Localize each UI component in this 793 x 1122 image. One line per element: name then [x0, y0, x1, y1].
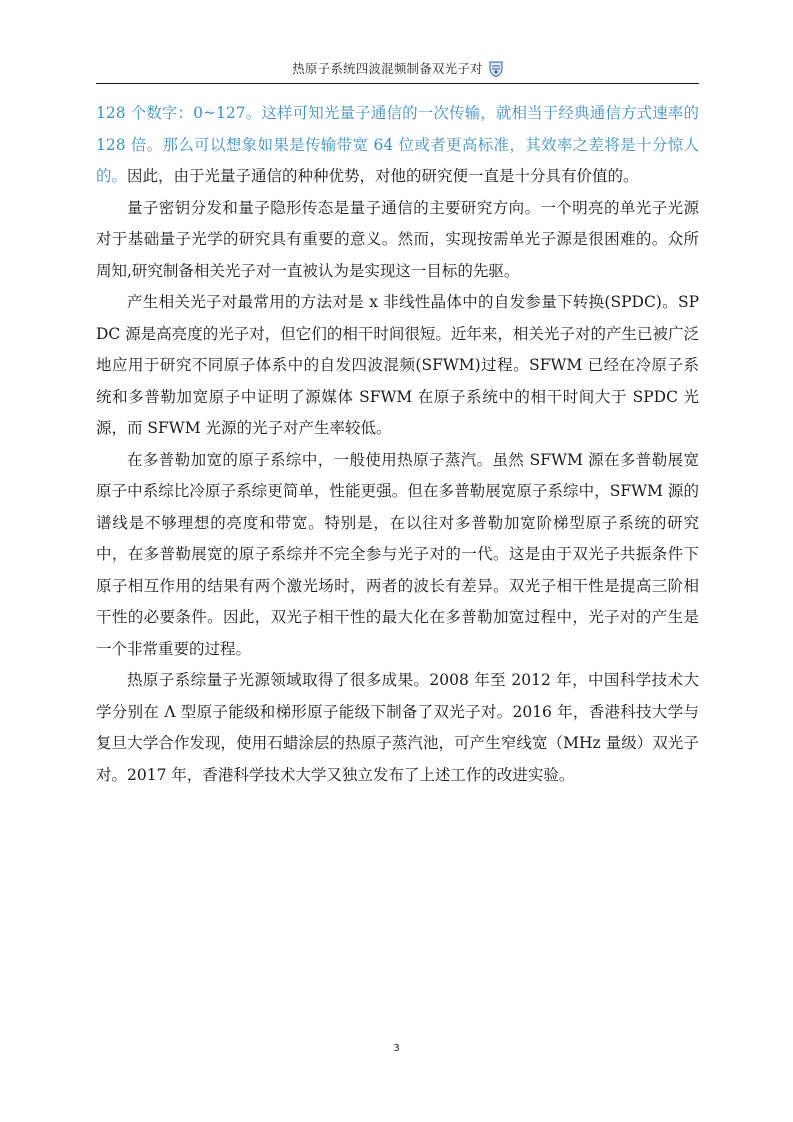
university-crest-icon [489, 61, 503, 77]
highlighted-text: 128 个数字：0~127。这样可知光量子通信的一次传输，就相当于经典通信方式速率的 128 倍。那么可以想象如果是传输带宽 64 位或者更高标准，其效率之差将是十分惊人的。 [96, 104, 699, 185]
paragraph-4: 在多普勒加宽的原子系综中，一般使用热原子蒸汽。虽然 SFWM 源在多普勒展宽原子中系综比冷原子系综更简单，性能更强。但在多普勒展宽原子系综中，SFWM 源的谱线是不够理想的亮度和带宽。特别是，在以往对多普勒加宽阶梯型原子系统的研究中，在多普勒展宽的原子系综并不完全参与光子对的一代。这是由于双光子共振条件下原子相互作用的结果有两个激光场时，两者的波长有差异。双光子相干性是提高三阶相干性的必要条件。因此，双光子相干性的最大化在多普勒加宽过程中，光子对的产生是一个非常重要的过程。 [96, 450, 699, 658]
paragraph-5: 热原子系综量子光源领域取得了很多成果。2008 年至 2012 年，中国科学技术大学分别在 Λ 型原子能级和梯形原子能级下制备了双光子对。2016 年，香港科技大学与复旦大学合作发现，使用石蜡涂层的热原子蒸汽池，可产生窄线宽（MHz 量级）双光子对。2017 年，香港科学技术大学又独立发布了上述工作的改进实验。 [96, 671, 699, 784]
paragraph-text: 因此，由于光量子通信的种种优势，对他的研究便一直是十分具有价值的。 [127, 167, 639, 185]
page-header [96, 54, 699, 84]
page-number: 3 [393, 1043, 400, 1054]
paragraph-1 [96, 98, 699, 193]
paragraph-2: 量子密钥分发和量子隐形传态是量子通信的主要研究方向。一个明亮的单光子光源对于基础量子光学的研究具有重要的意义。然而，实现按需单光子源是很困难的。众所周知,研究制备相关光子对一直被认为是实现这一目标的先驱。 [96, 198, 699, 280]
document-body [96, 98, 699, 791]
header-title: 热原子系统四波混频制备双光子对 [292, 61, 483, 76]
paragraph-3: 产生相关光子对最常用的方法对是 x 非线性晶体中的自发参量下转换(SPDC)。SPDC 源是高亮度的光子对，但它们的相干时间很短。近年来，相关光子对的产生已被广泛地应用于研究不同原子体系中的自发四波混频(SFWM)过程。SFWM 已经在冷原子系统和多普勒加宽原子中证明了源媒体 SFWM 在原子系统中的相干时间大于 SPDC 光源，而 SFWM 光源的光子对产生率较低。 [96, 293, 699, 437]
